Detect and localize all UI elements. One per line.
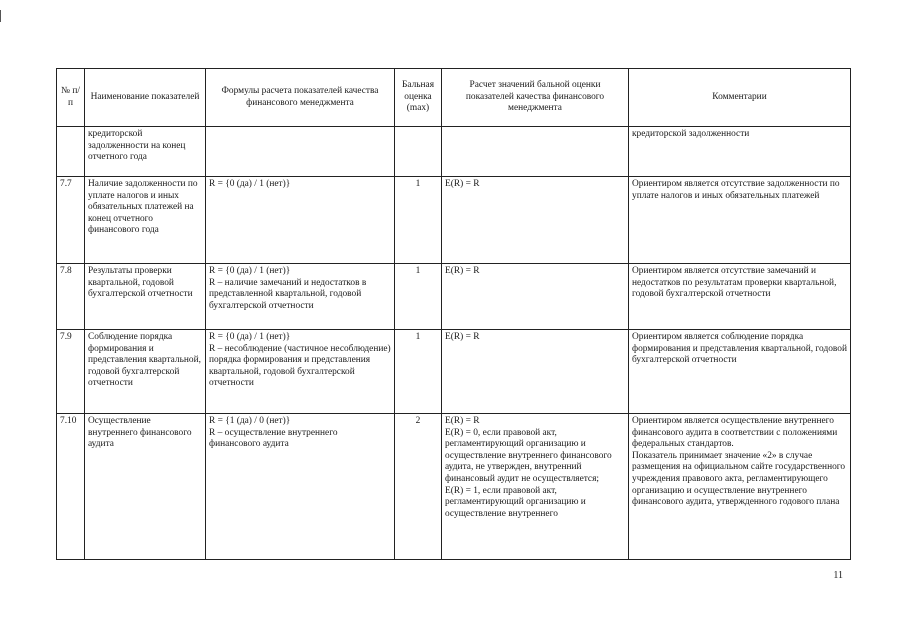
header-score-calculation: Расчет значений бальной оценки показателей качества финансового менеджмента bbox=[442, 69, 629, 127]
row-max-score: 1 bbox=[395, 177, 442, 264]
indicator-table bbox=[56, 68, 851, 560]
calc-text: E(R) = R bbox=[445, 332, 480, 342]
row-comment bbox=[629, 177, 851, 264]
row-comment bbox=[629, 414, 851, 560]
row-score-calculation bbox=[442, 414, 629, 560]
page-number: 11 bbox=[833, 570, 843, 581]
table-row bbox=[57, 264, 851, 330]
row-formula bbox=[206, 177, 395, 264]
calc-text: E(R) = R bbox=[445, 416, 480, 426]
row-indicator-name: кредиторской задолженности на конец отчетного года bbox=[85, 127, 206, 177]
row-comment bbox=[629, 264, 851, 330]
row-max-score: 2 bbox=[395, 414, 442, 560]
table-row bbox=[57, 127, 851, 177]
table-header-row bbox=[57, 69, 851, 127]
comment-text: Ориентиром является отсутствие замечаний и недостатков по результатам проверки квартальной, годовой бухгалтерской отчетности bbox=[632, 266, 837, 300]
table-row bbox=[57, 177, 851, 264]
comment-text: Ориентиром является осуществление внутреннего финансового аудита в соответствии с положениями федеральных стандартов. bbox=[632, 416, 838, 450]
formula-text: R – осуществление внутреннего финансового аудита bbox=[209, 427, 338, 450]
row-indicator-name: Соблюдение порядка формирования и представления квартальной, годовой бухгалтерской отчетности bbox=[85, 330, 206, 414]
formula-text: R = {1 (да) / 0 (нет)} bbox=[209, 416, 291, 426]
calc-text: E(R) = 1, если правовой акт, регламентирующий организацию и осуществление внутреннего bbox=[445, 485, 586, 519]
row-max-score: 1 bbox=[395, 330, 442, 414]
header-max-score: Бальная оценка (max) bbox=[395, 69, 442, 127]
row-score-calculation bbox=[442, 264, 629, 330]
calc-text: E(R) = R bbox=[445, 179, 480, 189]
row-comment bbox=[629, 127, 851, 177]
row-formula bbox=[206, 127, 395, 177]
formula-text: R – наличие замечаний и недостатков в представленной квартальной, годовой бухгалтерской отчетности bbox=[209, 277, 367, 311]
header-indicator-name: Наименование показателей bbox=[85, 69, 206, 127]
row-comment bbox=[629, 330, 851, 414]
row-score-calculation bbox=[442, 127, 629, 177]
formula-text: R = {0 (да) / 1 (нет)} bbox=[209, 332, 291, 342]
row-number: 7.9 bbox=[57, 330, 85, 414]
row-number bbox=[57, 127, 85, 177]
row-number: 7.10 bbox=[57, 414, 85, 560]
row-score-calculation bbox=[442, 330, 629, 414]
scan-margin-mark bbox=[0, 10, 1, 22]
row-formula bbox=[206, 264, 395, 330]
formula-text: R – несоблюдение (частичное несоблюдение) порядка формирования и представления квартальной, годовой бухгалтерской отчетности bbox=[209, 343, 391, 389]
table-row bbox=[57, 414, 851, 560]
header-comments: Комментарии bbox=[629, 69, 851, 127]
row-indicator-name: Наличие задолженности по уплате налогов и иных обязательных платежей на конец отчетного финансового года bbox=[85, 177, 206, 264]
formula-text: R = {0 (да) / 1 (нет)} bbox=[209, 266, 291, 276]
row-score-calculation bbox=[442, 177, 629, 264]
comment-text: кредиторской задолженности bbox=[632, 129, 750, 139]
row-indicator-name: Осуществление внутреннего финансового аудита bbox=[85, 414, 206, 560]
row-formula bbox=[206, 330, 395, 414]
row-indicator-name: Результаты проверки квартальной, годовой бухгалтерской отчетности bbox=[85, 264, 206, 330]
calc-text: E(R) = R bbox=[445, 266, 480, 276]
row-max-score bbox=[395, 127, 442, 177]
row-formula bbox=[206, 414, 395, 560]
comment-text: Показатель принимает значение «2» в случае размещения на официальном сайте государственного учреждения правового акта, регламентирующего организацию и осуществление внутреннего финансового аудита, утвержденного годового плана bbox=[632, 450, 846, 508]
comment-text: Ориентиром является отсутствие задолженности по уплате налогов и иных обязательных платежей bbox=[632, 179, 840, 201]
row-max-score: 1 bbox=[395, 264, 442, 330]
table-row bbox=[57, 330, 851, 414]
header-formula: Формулы расчета показателей качества финансового менеджмента bbox=[206, 69, 395, 127]
row-number: 7.8 bbox=[57, 264, 85, 330]
row-number: 7.7 bbox=[57, 177, 85, 264]
header-number: № п/п bbox=[57, 69, 85, 127]
comment-text: Ориентиром является соблюдение порядка формирования и представления квартальной, годовой бухгалтерской отчетности bbox=[632, 332, 847, 366]
formula-text: R = {0 (да) / 1 (нет)} bbox=[209, 179, 291, 189]
calc-text: E(R) = 0, если правовой акт, регламентирующий организацию и осуществление внутреннего финансового аудита, не утвержден, внутренний финансовый аудит не осуществляется; bbox=[445, 427, 612, 484]
